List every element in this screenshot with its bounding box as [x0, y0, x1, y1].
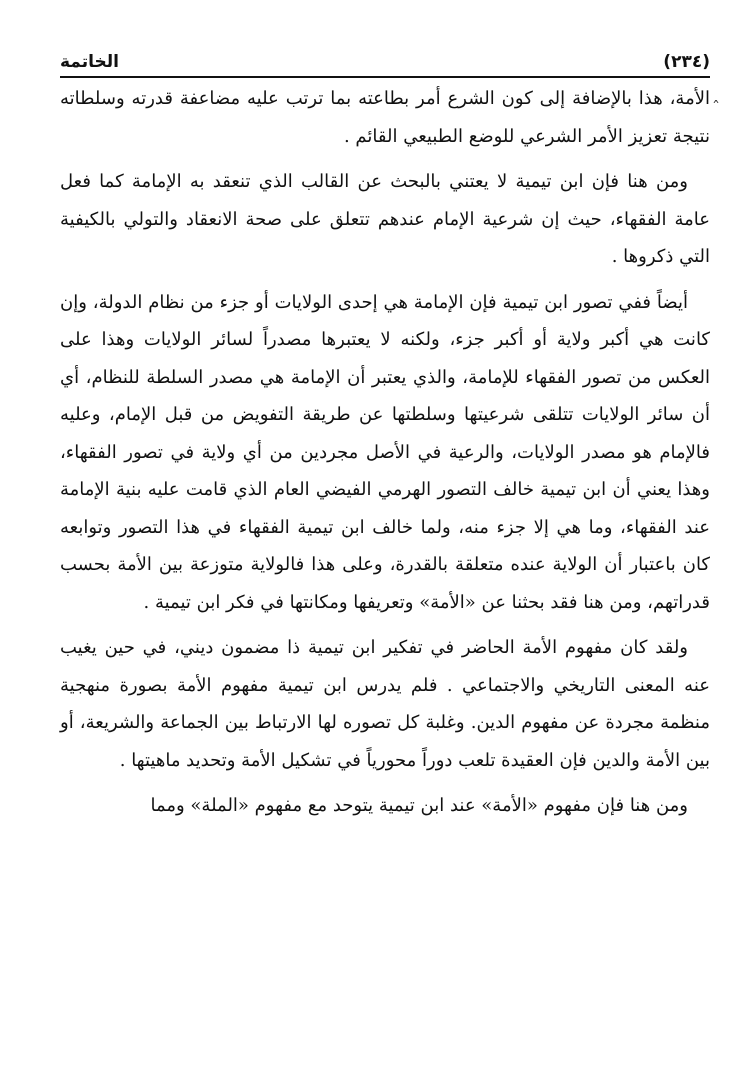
page-number: (٢٣٤): [663, 52, 710, 72]
paragraph: ولقد كان مفهوم الأمة الحاضر في تفكير ابن تيمية ذا مضمون ديني، في حين يغيب عنه المعنى التاريخي والاجتماعي . فلم يدرس ابن تيمية مفهوم الأمة بصورة منهجية منظمة مجردة عن مفهوم الدين. وغلبة كل تصوره لها الارتباط بين الجماعة والشريعة، أو بين الأمة والدين فإن العقيدة تلعب دوراً محورياً في تشكيل الأمة وتحديد ماهيتها .: [60, 637, 710, 771]
margin-mark: ˆ: [712, 98, 720, 117]
paragraph: ومن هنا فإن مفهوم «الأمة» عند ابن تيمية يتوحد مع مفهوم «الملة» ومما: [150, 795, 688, 816]
book-page: [60, 52, 710, 825]
chapter-title: الخاتمة: [60, 52, 119, 72]
body-text: [60, 80, 710, 825]
running-header: [60, 52, 710, 78]
paragraph: أيضاً ففي تصور ابن تيمية فإن الإمامة هي إحدى الولايات أو جزء من نظام الدولة، وإن كانت هي أكبر ولاية أو أكبر جزء، ولكنه لا يعتبرها مصدراً لسائر الولايات وهذا على العكس من تصور الفقهاء للإمامة، والذي يعتبر أن الإمامة هي مصدر السلطة للنظام، أي أن سائر الولايات تتلقى شرعيتها وسلطتها عن طريقة التفويض من قبل الإمام، وعليه فالإمام هو مصدر الولايات، والرعية في الأصل مجردين من أي ولاية في تصور الفقهاء، وهذا يعني أن ابن تيمية خالف التصور الهرمي الفيضي العام الذي قامت عليه بنية الإمامة عند الفقهاء، وما هي إلا جزء منه، ولما خالف ابن تيمية الفقهاء في هذا التصور وتوابعه كان باعتبار أن الولاية عنده متعلقة بالقدرة، وعلى هذا فالولاية متوزعة بين الأمة بحسب قدراتهم، ومن هنا فقد بحثنا عن «الأمة» وتعريفها ومكانتها في فكر ابن تيمية .: [60, 291, 710, 613]
paragraph: ومن هنا فإن ابن تيمية لا يعتني بالبحث عن القالب الذي تنعقد به الإمامة كما فعل عامة الفقهاء، حيث إن شرعية الإمام عندهم تتعلق على صحة الانعقاد والتولي بالكيفية التي ذكروها .: [60, 171, 710, 267]
paragraph-continued: الأمة، هذا بالإضافة إلى كون الشرع أمر بطاعته بما ترتب عليه مضاعفة قدرته وسلطاته نتيجة تعزيز الأمر الشرعي للوضع الطبيعي القائم .: [60, 88, 710, 147]
